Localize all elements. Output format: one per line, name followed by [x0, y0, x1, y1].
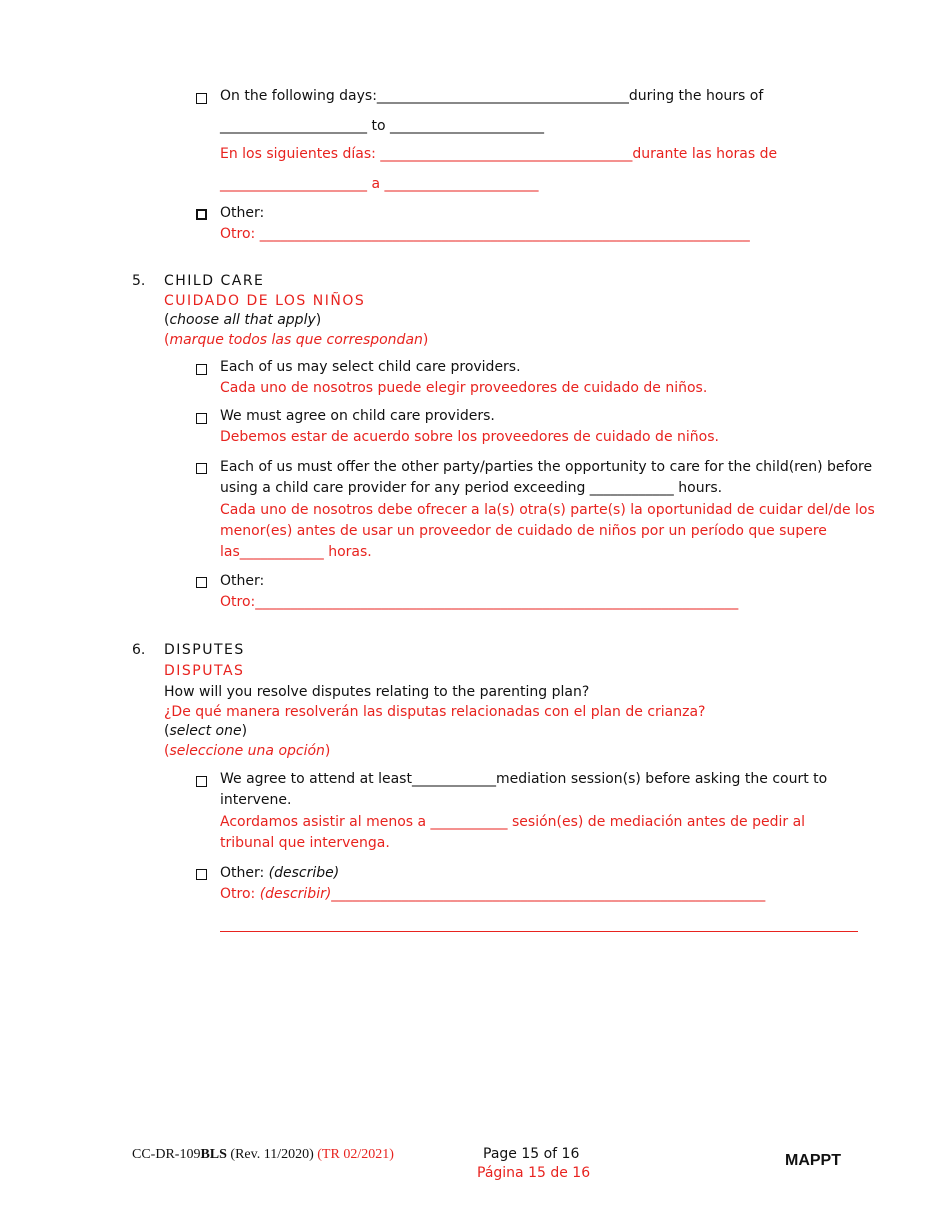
disputes-other-es: Otro: (describir)______________________________________________________________: [220, 886, 766, 902]
childcare-option1-checkbox[interactable]: [196, 364, 207, 375]
childcare-option3-es-line3: las____________ horas.: [220, 544, 372, 560]
days-checkbox[interactable]: [196, 93, 207, 104]
days-option-es-line1: En los siguientes días: ____________________________________durante las horas de: [220, 146, 778, 162]
mediation-option-en-line1: We agree to attend at least____________mediation session(s) before asking the court to: [220, 771, 828, 787]
days-option-en-line2: _____________________ to ______________________: [220, 118, 544, 134]
section6-title-es: DISPUTAS: [164, 663, 245, 679]
footer-page-es: Página 15 de 16: [477, 1165, 591, 1181]
childcare-option1-en: Each of us may select child care providers.: [220, 359, 521, 375]
mediation-option-es-line1: Acordamos asistir al menos a ___________ sesión(es) de mediación antes de pedir al: [220, 814, 806, 830]
days-option-en-line1: On the following days:____________________________________during the hours of: [220, 88, 764, 104]
section6-question-es: ¿De qué manera resolverán las disputas relacionadas con el plan de crianza?: [164, 704, 706, 720]
schedule-other-es: Otro: ______________________________________________________________________: [220, 226, 750, 242]
section5-title-en: CHILD CARE: [164, 273, 265, 289]
childcare-option3-en-line2: using a child care provider for any period exceeding ____________ hours.: [220, 480, 723, 496]
childcare-option2-checkbox[interactable]: [196, 413, 207, 424]
footer-form-label: MAPPT: [785, 1152, 841, 1169]
childcare-option2-en: We must agree on child care providers.: [220, 408, 495, 424]
mediation-option-es-line2: tribunal que intervenga.: [220, 835, 390, 851]
childcare-option3-checkbox[interactable]: [196, 463, 207, 474]
schedule-other-en: Other:: [220, 205, 265, 221]
childcare-other-en: Other:: [220, 573, 265, 589]
mediation-checkbox[interactable]: [196, 776, 207, 787]
childcare-option1-es: Cada uno de nosotros puede elegir proveedores de cuidado de niños.: [220, 380, 708, 396]
childcare-option3-es-line1: Cada uno de nosotros debe ofrecer a la(s) otra(s) parte(s) la oportunidad de cuidar del/de los: [220, 502, 875, 518]
footer-page-en: Page 15 of 16: [483, 1146, 580, 1162]
days-option-es-line2: _____________________ a ______________________: [220, 176, 539, 192]
disputes-other-checkbox[interactable]: [196, 869, 207, 880]
section5-number: 5.: [132, 273, 146, 289]
section5-title-es: CUIDADO DE LOS NIÑOS: [164, 293, 366, 309]
childcare-option3-en-line1: Each of us must offer the other party/parties the opportunity to care for the child(ren) before: [220, 459, 873, 475]
section6-question-en: How will you resolve disputes relating to the parenting plan?: [164, 684, 590, 700]
schedule-other-checkbox[interactable]: [196, 209, 207, 220]
section5-instruction-en: (choose all that apply): [164, 312, 322, 328]
childcare-option2-es: Debemos estar de acuerdo sobre los proveedores de cuidado de niños.: [220, 429, 719, 445]
disputes-other-answer-line[interactable]: [220, 931, 858, 932]
childcare-other-checkbox[interactable]: [196, 577, 207, 588]
section6-number: 6.: [132, 642, 146, 658]
footer-form-id: CC-DR-109BLS (Rev. 11/2020) (TR 02/2021): [132, 1147, 394, 1162]
section6-instruction-en: (select one): [164, 723, 248, 739]
section5-instruction-es: (marque todos las que correspondan): [164, 332, 429, 348]
childcare-option3-es-line2: menor(es) antes de usar un proveedor de cuidado de niños por un período que supere: [220, 523, 827, 539]
mediation-option-en-line2: intervene.: [220, 792, 292, 808]
disputes-other-en: Other: (describe): [220, 865, 340, 881]
section6-title-en: DISPUTES: [164, 642, 245, 658]
section6-instruction-es: (seleccione una opción): [164, 743, 331, 759]
childcare-other-es: Otro:_____________________________________________________________________: [220, 594, 739, 610]
